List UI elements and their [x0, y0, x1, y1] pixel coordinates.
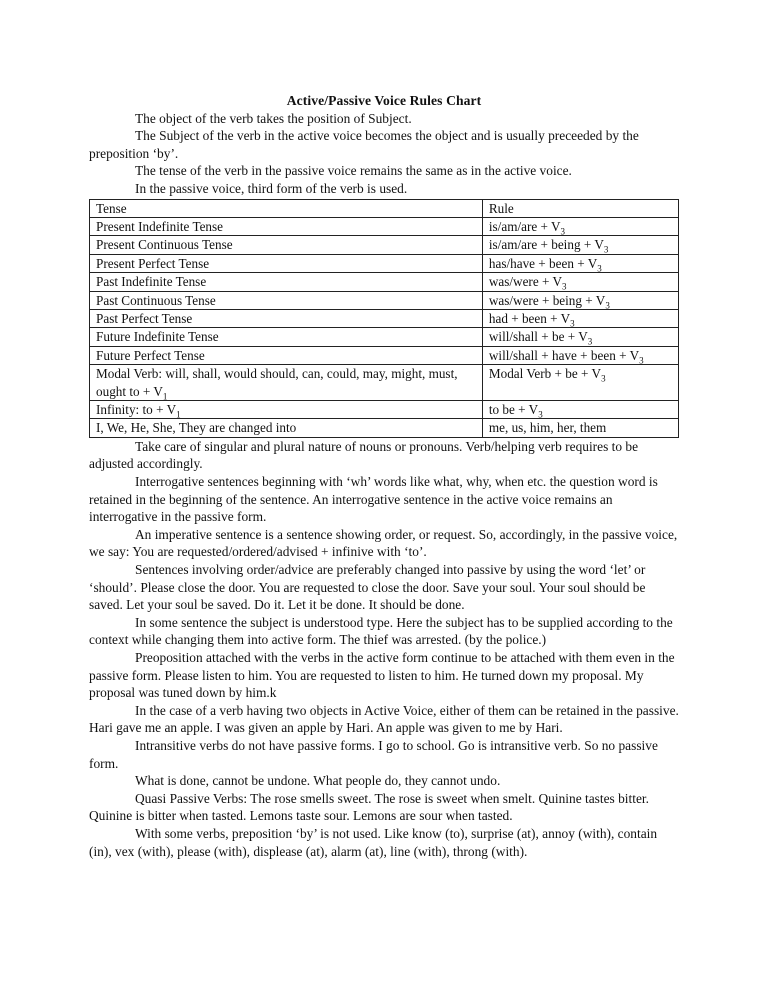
table-row [90, 365, 679, 401]
body-paragraph: Intransitive verbs do not have passive forms. I go to school. Go is intransitive verb. So no passive form. [89, 737, 658, 771]
tense-cell: Past Continuous Tense [90, 291, 483, 309]
rule-cell: to be + $V_3$ [482, 401, 678, 419]
body-paragraph: In the case of a verb having two objects in Active Voice, either of them can be retained in the passive. Hari gave me an apple. I was given an apple by Hari. An apple was given to me by Hari. [89, 702, 679, 736]
tense-cell: Present Indefinite Tense [90, 217, 483, 235]
header-rule: Rule [482, 199, 678, 217]
table-row [90, 273, 679, 291]
rule-cell: is/am/are + being + $V_3$ [482, 236, 678, 254]
body-paragraph: Interrogative sentences beginning with ‘wh’ words like what, why, when etc. the question word is retained in the beginning of the sentence. An interrogative sentence in the active voice remains an interrogative in the passive form. [89, 474, 658, 525]
document-page [89, 92, 679, 860]
table-header-row [90, 199, 679, 217]
intro-paragraph: The Subject of the verb in the active voice becomes the object and is usually preceeded by the preposition ‘by’. [89, 128, 639, 161]
tense-cell: I, We, He, She, They are changed into [90, 419, 483, 437]
body-paragraph: Sentences involving order/advice are preferably changed into passive by using the word ‘let’ or ‘should’. Please close the door. You are requested to close the door. Save your soul. Your soul should be saved. Let your soul be saved. Do it. Let it be done. It should be done. [89, 562, 646, 613]
intro-paragraph: The tense of the verb in the passive voice remains the same as in the active voice. [135, 163, 572, 179]
body-paragraph: With some verbs, preposition ‘by’ is not used. Like know (to), surprise (at), annoy (with), contain (in), vex (with), please (with), displease (at), alarm (at), line (with), throng (with). [89, 825, 658, 859]
intro-paragraph: The object of the verb takes the position of Subject. [135, 110, 412, 126]
rule-cell: me, us, him, her, them [482, 419, 678, 437]
intro-paragraph: In the passive voice, third form of the verb is used. [135, 180, 408, 196]
table-row [90, 310, 679, 328]
document-title: Active/Passive Voice Rules Chart [286, 93, 482, 108]
rule-cell: had + been + $V_3$ [482, 310, 678, 328]
rule-cell: $is/am/are + V_3$ [482, 217, 678, 235]
table-row [90, 217, 679, 235]
rule-cell: Modal Verb + be + $V_3$ [482, 365, 678, 401]
rule-cell: was/were + $V_3$ [482, 273, 678, 291]
body-paragraph: In some sentence the subject is understood type. Here the subject has to be supplied according to the context while changing them into active form. The thief was arrested. (by the police.) [89, 614, 673, 648]
voice-rules-table [89, 199, 679, 438]
tense-cell: Future Perfect Tense [90, 346, 483, 364]
body-paragraph: Quasi Passive Verbs: The rose smells sweet. The rose is sweet when smelt. Quinine tastes bitter. Quinine is bitter when tasted. Lemons taste sour. Lemons are sour when tasted. [89, 790, 649, 824]
tense-cell: Future Indefinite Tense [90, 328, 483, 346]
tense-cell: Infinity: to + $V_1$ [90, 401, 483, 419]
table-row [90, 401, 679, 419]
header-tense: Tense [90, 199, 483, 217]
table-row [90, 236, 679, 254]
table-row [90, 419, 679, 437]
rule-cell: will/shall + have + been + $V_3$ [482, 346, 678, 364]
tense-cell: Modal Verb: will, shall, would should, can, could, may, might, must, ought to + $V_1$ [90, 365, 483, 401]
table-row [90, 328, 679, 346]
table-row [90, 291, 679, 309]
body-paragraph: An imperative sentence is a sentence showing order, or request. So, accordingly, in the passive voice, we say: You are requested/ordered/advised + infinive with ‘to’. [89, 526, 678, 560]
tense-cell: Present Perfect Tense [90, 254, 483, 272]
body-paragraph: What is done, cannot be undone. What people do, they cannot undo. [135, 773, 501, 789]
tense-cell: Present Continuous Tense [90, 236, 483, 254]
table-row [90, 254, 679, 272]
rule-cell: has/have + been + $V_3$ [482, 254, 678, 272]
tense-cell: Past Indefinite Tense [90, 273, 483, 291]
body-paragraph: Take care of singular and plural nature of nouns or pronouns. Verb/helping verb requires to be adjusted accordingly. [89, 438, 639, 472]
rule-cell: was/were + being + $V_3$ [482, 291, 678, 309]
tense-cell: Past Perfect Tense [90, 310, 483, 328]
table-row [90, 346, 679, 364]
body-paragraph: Preoposition attached with the verbs in the active form continue to be attached with them even in the passive form. Please listen to him. You are requested to listen to him. He turned down my proposal. My proposal was tuned down by him.k [89, 649, 675, 701]
rule-cell: will/shall + be + $V_3$ [482, 328, 678, 346]
